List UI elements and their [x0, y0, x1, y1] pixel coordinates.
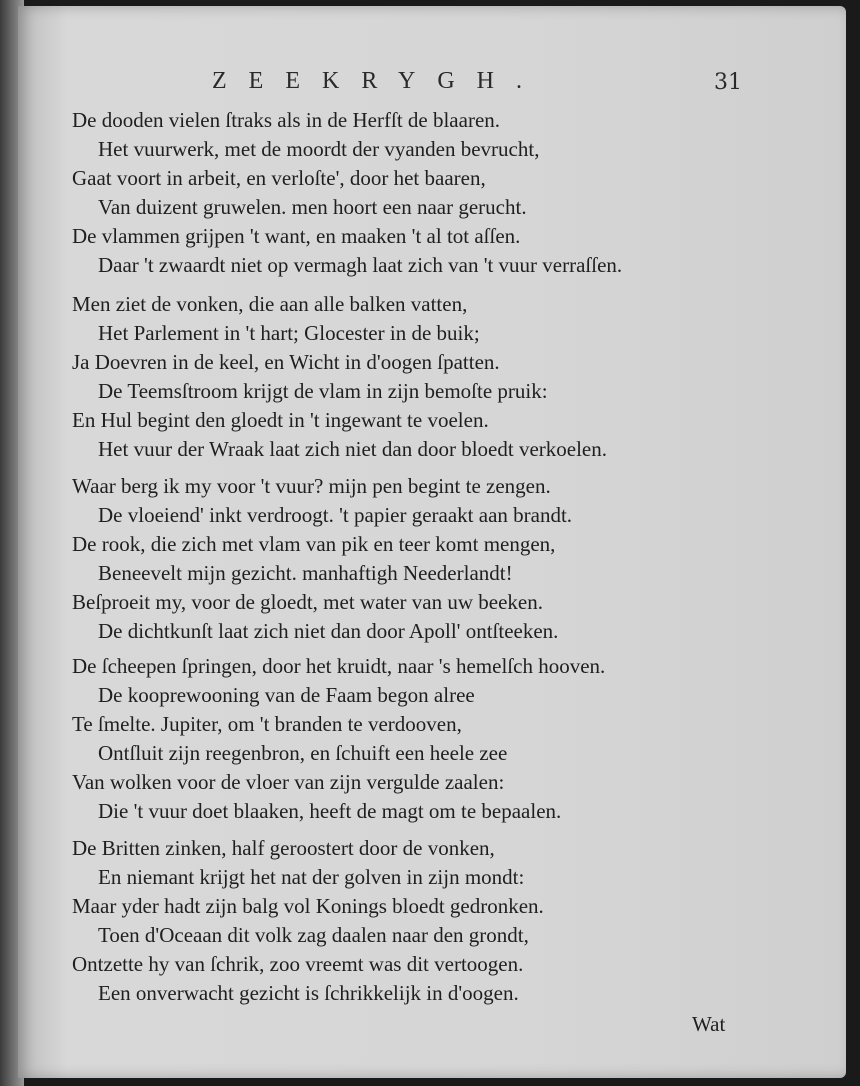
verse-line: De dichtkunſt laat zich niet dan door Apoll' ontſteeken.	[98, 619, 559, 643]
verse-line: Van duizent gruwelen. men hoort een naar gerucht.	[98, 195, 527, 219]
verse-line: Een onverwacht gezicht is ſchrikkelijk in d'oogen.	[98, 981, 519, 1005]
verse-line: De Britten zinken, half geroostert door de vonken,	[72, 836, 495, 860]
verse-line: De vlammen grijpen 't want, en maaken 't al tot aſſen.	[72, 224, 521, 248]
verse-line: Daar 't zwaardt niet op vermagh laat zich van 't vuur verraſſen.	[98, 253, 623, 277]
verse-line: Het Parlement in 't hart; Glocester in de buik;	[98, 321, 480, 345]
verse-line: De Teemsſtroom krijgt de vlam in zijn bemoſte pruik:	[98, 379, 548, 403]
verse-line: Toen d'Oceaan dit volk zag daalen naar den grondt,	[98, 923, 529, 947]
page-number: 31	[714, 70, 742, 95]
verse-line: Te ſmelte. Jupiter, om 't branden te verdooven,	[72, 712, 462, 736]
verse-line: Het vuurwerk, met de moordt der vyanden bevrucht,	[98, 137, 540, 161]
verse-line: Beneevelt mijn gezicht. manhaftigh Neederlandt!	[98, 561, 513, 585]
verse-line: Men ziet de vonken, die aan alle balken vatten,	[72, 292, 468, 316]
verse-line: Ontſluit zijn reegenbron, en ſchuift een heele zee	[98, 741, 508, 765]
verse-line: Beſproeit my, voor de gloedt, met water van uw beeken.	[72, 590, 543, 614]
verse-line: Ja Doevren in de keel, en Wicht in d'oogen ſpatten.	[72, 350, 500, 374]
verse-line: Maar yder hadt zijn balg vol Konings bloedt gedronken.	[72, 894, 544, 918]
verse-line: Ontzette hy van ſchrik, zoo vreemt was dit vertoogen.	[72, 952, 524, 976]
verse-line: De ſcheepen ſpringen, door het kruidt, naar 's hemelſch hooven.	[72, 654, 606, 678]
verse-line: En Hul begint den gloedt in 't ingewant te voelen.	[72, 408, 489, 432]
verse-line: En niemant krijgt het nat der golven in zijn mondt:	[98, 865, 525, 889]
verse-line: Het vuur der Wraak laat zich niet dan door bloedt verkoelen.	[98, 437, 607, 461]
verse-line: De vloeiend' inkt verdroogt. 't papier geraakt aan brandt.	[98, 503, 573, 527]
verse-line: De kooprewooning van de Faam begon alree	[98, 683, 475, 707]
catchword: Wat	[692, 1012, 726, 1036]
verse-line: De rook, die zich met vlam van pik en teer komt mengen,	[72, 532, 556, 556]
verse-line: Van wolken voor de vloer van zijn vergulde zaalen:	[72, 770, 505, 794]
verse-line: Die 't vuur doet blaaken, heeft de magt om te bepaalen.	[98, 799, 562, 823]
verse-line: Waar berg ik my voor 't vuur? mijn pen begint te zengen.	[72, 474, 551, 498]
verse-line: Gaat voort in arbeit, en verloſte', door het baaren,	[72, 166, 486, 190]
running-title: ZEEKRYGH.	[212, 68, 544, 94]
verse-line: De dooden vielen ſtraks als in de Herfſt de blaaren.	[72, 108, 501, 132]
